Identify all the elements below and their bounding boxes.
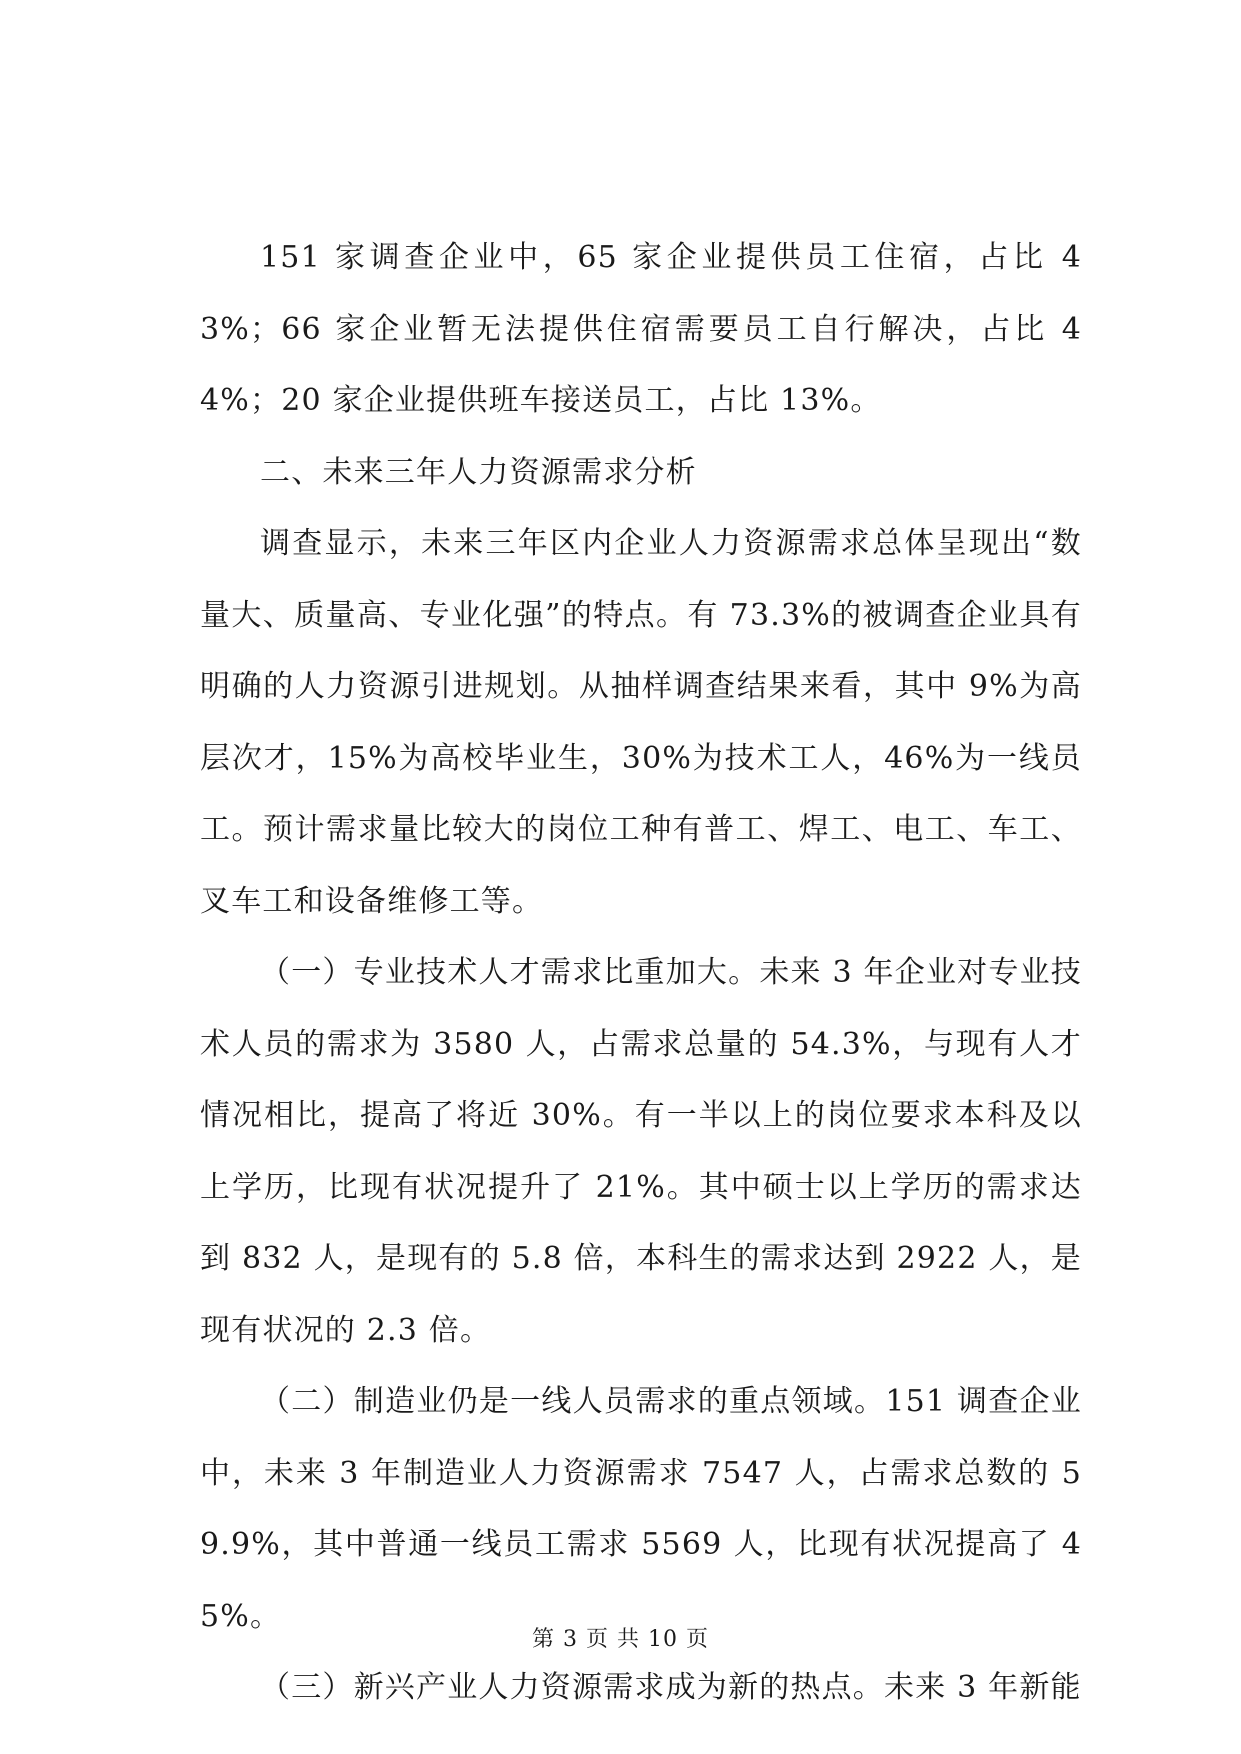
paragraph-professional-talent: （一）专业技术人才需求比重加大。未来 3 年企业对专业技术人员的需求为 3580 人，占需求总量的 54.3%，与现有人才情况相比，提高了将近 30%。有一半以上的岗位要求本科及以上学历，比现有状况提升了 21%。其中硕士以上学历的需求达到 832 人，是现有的 5.8 倍，本科生的需求达到 2922 人，是现有状况的 2.3 倍。 — [200, 955, 1082, 1348]
paragraph-emerging-industries: （三）新兴产业人力资源需求成为新的热点。未来 3 年新能 — [260, 1670, 1082, 1705]
paragraph-manufacturing: （二）制造业仍是一线人员需求的重点领域。151 调查企业中，未来 3 年制造业人力资源需求 7547 人，占需求总数的 59.9%，其中普通一线员工需求 5569 人，比现有状况提高了 45%。 — [200, 1384, 1082, 1634]
paragraph-accommodation-stats: 151 家调查企业中，65 家企业提供员工住宿，占比 43%；66 家企业暂无法提供住宿需要员工自行解决，占比 44%；20 家企业提供班车接送员工，占比 13%。 — [200, 240, 1082, 418]
page-number-footer: 第 3 页 共 10 页 — [532, 1627, 709, 1652]
paragraph-survey-overview: 调查显示，未来三年区内企业人力资源需求总体呈现出“数量大、质量高、专业化强”的特点。有 73.3%的被调查企业具有明确的人力资源引进规划。从抽样调查结果来看，其中 9%为高层次才，15%为高校毕业生，30%为技术工人，46%为一线员工。预计需求量比较大的岗位工种有普工、焊工、电工、车工、叉车工和设备维修工等。 — [200, 526, 1082, 919]
document-body — [200, 222, 1082, 1724]
section-heading: 二、未来三年人力资源需求分析 — [260, 454, 697, 490]
